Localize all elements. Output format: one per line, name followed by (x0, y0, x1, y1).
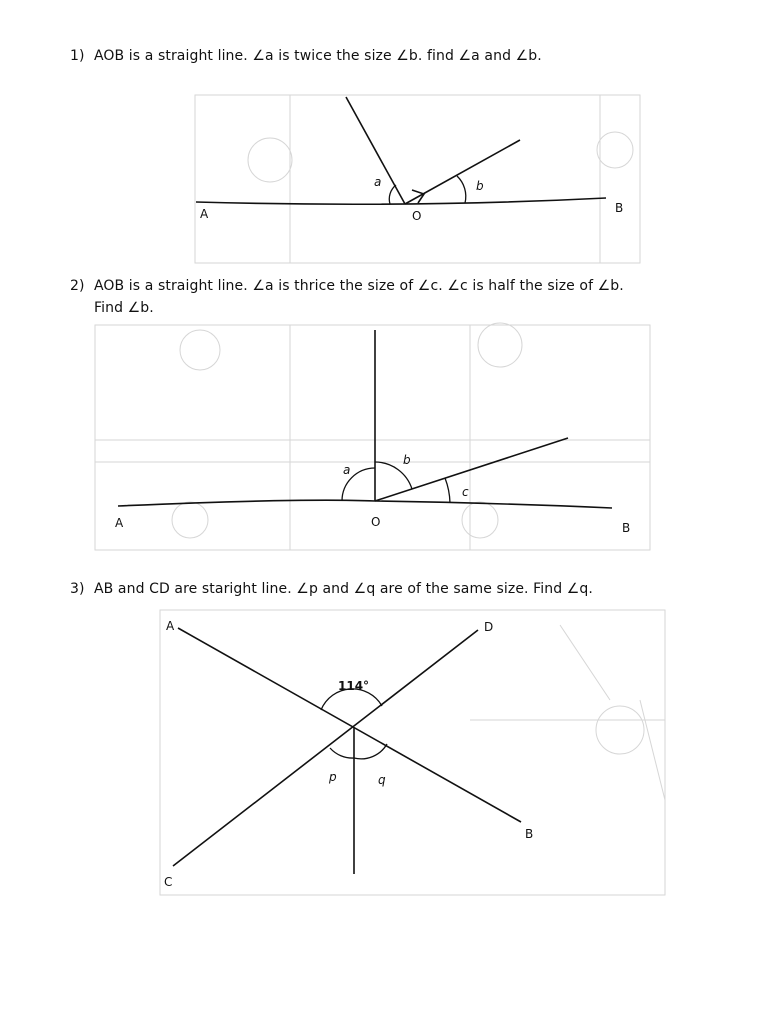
arc-q (354, 744, 387, 759)
label-point-a: A (115, 516, 124, 530)
label-angle-c: c (462, 485, 469, 499)
question-number: 2) (70, 278, 85, 294)
question-text: AOB is a straight line. ∠a is twice the size ∠b. find ∠a and ∠b. (94, 48, 542, 64)
label-point-d: D (484, 620, 494, 634)
label-point-a: A (166, 619, 175, 633)
label-point-o: O (371, 515, 381, 529)
label-angle-p: p (329, 770, 337, 784)
question-number: 1) (70, 48, 85, 64)
label-point-b: B (525, 827, 534, 841)
question-text: AB and CD are staright line. ∠p and ∠q are of the same size. Find ∠q. (94, 581, 593, 597)
question-text-line-1: AOB is a straight line. ∠a is thrice the size of ∠c. ∠c is half the size of ∠b. (94, 278, 624, 294)
label-point-c: C (164, 875, 173, 889)
label-angle-q: q (378, 773, 386, 787)
label-angle-b: b (403, 453, 411, 467)
label-given-angle: 114° (338, 679, 370, 693)
line-cd (173, 630, 478, 866)
label-point-b: B (622, 521, 631, 535)
label-angle-a: a (374, 175, 382, 189)
label-point-b: B (615, 201, 624, 215)
background-ghost-marks (160, 610, 665, 895)
line-ab (178, 628, 521, 822)
arc-p (330, 748, 354, 758)
label-angle-b: b (476, 179, 484, 193)
question-text-line-2: Find ∠b. (94, 300, 154, 316)
label-point-a: A (200, 207, 209, 221)
question-number: 3) (70, 581, 85, 597)
label-angle-a: a (343, 463, 351, 477)
label-point-o: O (412, 209, 422, 223)
